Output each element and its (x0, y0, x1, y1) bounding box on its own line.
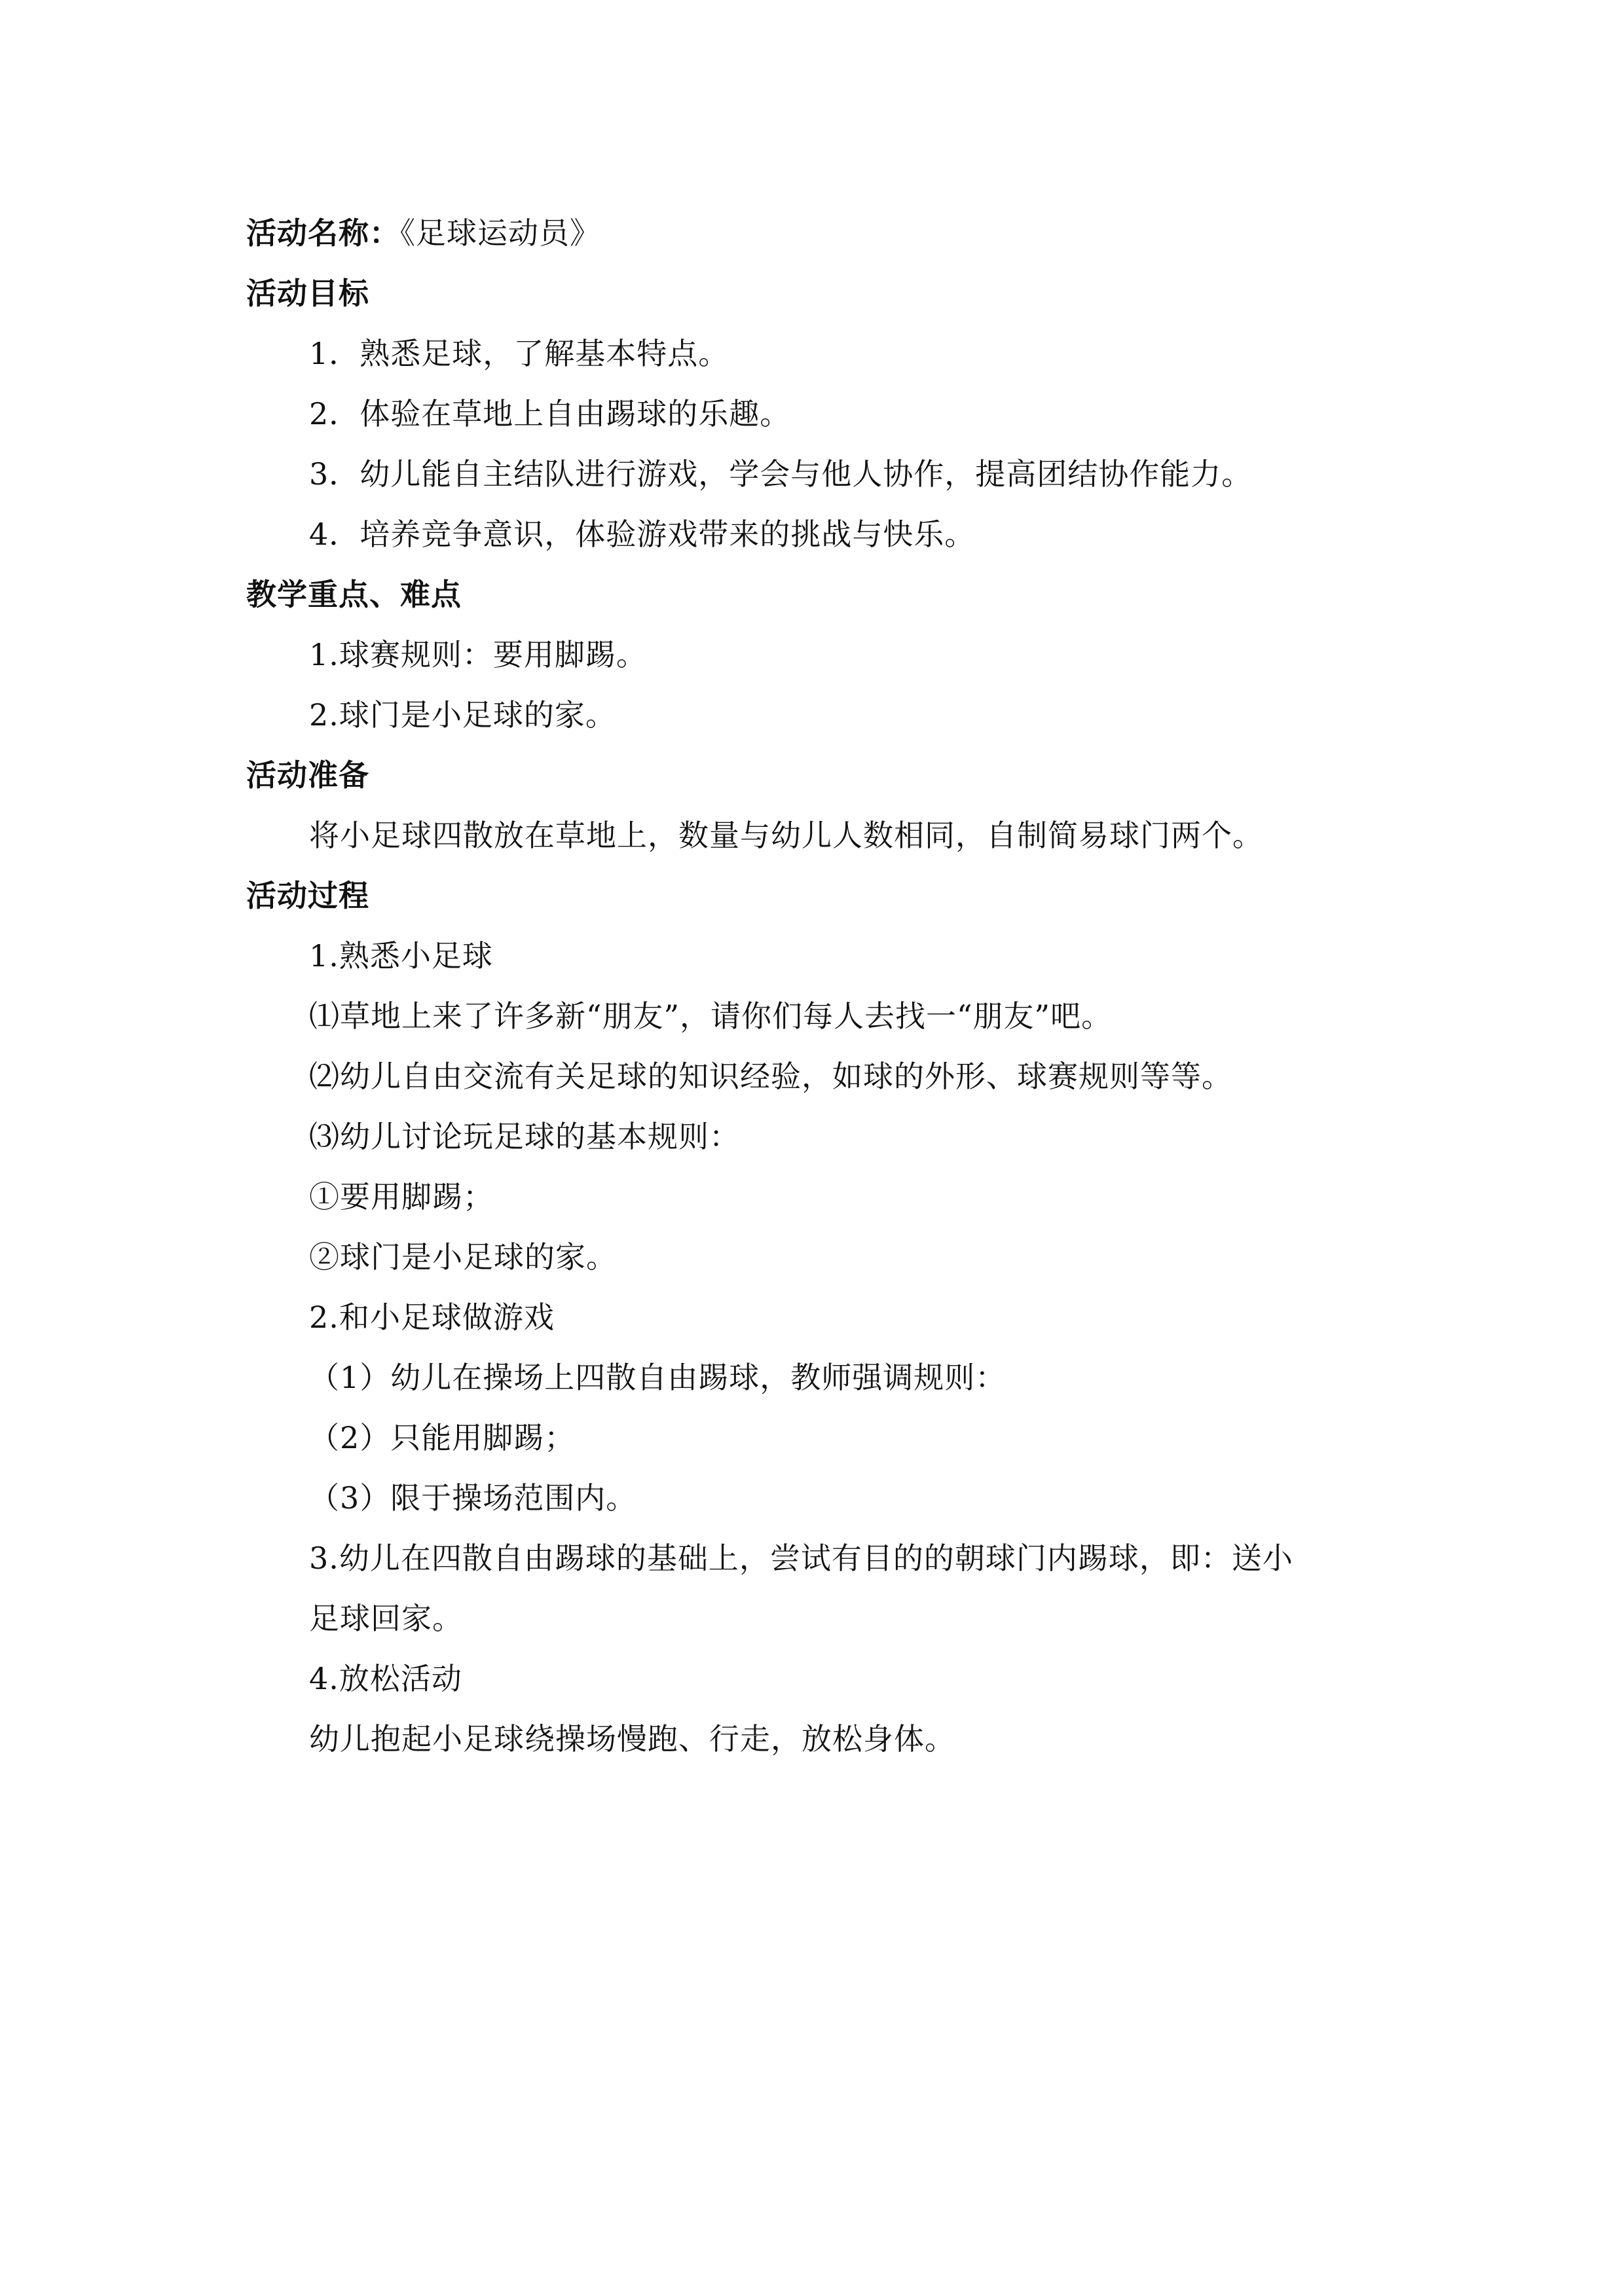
activity-title-line (246, 203, 1399, 263)
process-item: 幼儿抱起小足球绕操场慢跑、行走，放松身体。 (309, 1721, 955, 1757)
goal-item: 3．幼儿能自主结队进行游戏，学会与他人协作，提高团结协作能力。 (309, 456, 1253, 492)
goal-item: 1．熟悉足球，了解基本特点。 (309, 336, 729, 371)
process-item: ⑵幼儿自由交流有关足球的知识经验，如球的外形、球赛规则等等。 (309, 1059, 1232, 1094)
section-heading-key-points: 教学重点、难点 (246, 577, 462, 612)
key-point-item: 2.球门是小足球的家。 (309, 697, 616, 733)
document-body (246, 203, 1399, 1769)
process-rule-item: ②球门是小足球的家。 (309, 1239, 617, 1275)
process-step-heading: 4.放松活动 (309, 1661, 462, 1696)
preparation-item: 将小足球四散放在草地上，数量与幼儿人数相同，自制简易球门两个。 (309, 818, 1263, 853)
process-item: ⑴草地上来了许多新“朋友”，请你们每人去找一“朋友”吧。 (309, 998, 1113, 1034)
section-heading-process: 活动过程 (246, 878, 369, 913)
process-step-heading: 2.和小足球做游戏 (309, 1300, 555, 1335)
process-item: ⑶幼儿讨论玩足球的基本规则： (309, 1119, 740, 1154)
key-point-item: 1.球赛规则：要用脚踢。 (309, 637, 647, 672)
activity-title-value: 《足球运动员》 (400, 215, 600, 251)
process-item: （1）幼儿在操场上四散自由踢球，教师强调规则： (309, 1360, 1006, 1395)
process-rule-item: ①要用脚踢； (309, 1179, 494, 1214)
section-heading-goals: 活动目标 (246, 276, 369, 311)
process-step-heading: 3.幼儿在四散自由踢球的基础上，尝试有目的的朝球门内踢球，即：送小 (309, 1540, 1293, 1576)
goal-item: 2．体验在草地上自由踢球的乐趣。 (309, 396, 791, 431)
process-step-heading: 1.熟悉小足球 (309, 938, 493, 974)
goal-item: 4．培养竞争意识，体验游戏带来的挑战与快乐。 (309, 517, 976, 552)
section-heading-preparation: 活动准备 (246, 757, 369, 793)
activity-title-label: 活动名称： (246, 215, 400, 251)
process-item-continuation: 足球回家。 (309, 1601, 463, 1636)
process-item: （2）只能用脚踢； (309, 1420, 576, 1455)
process-item: （3）限于操场范围内。 (309, 1480, 637, 1516)
